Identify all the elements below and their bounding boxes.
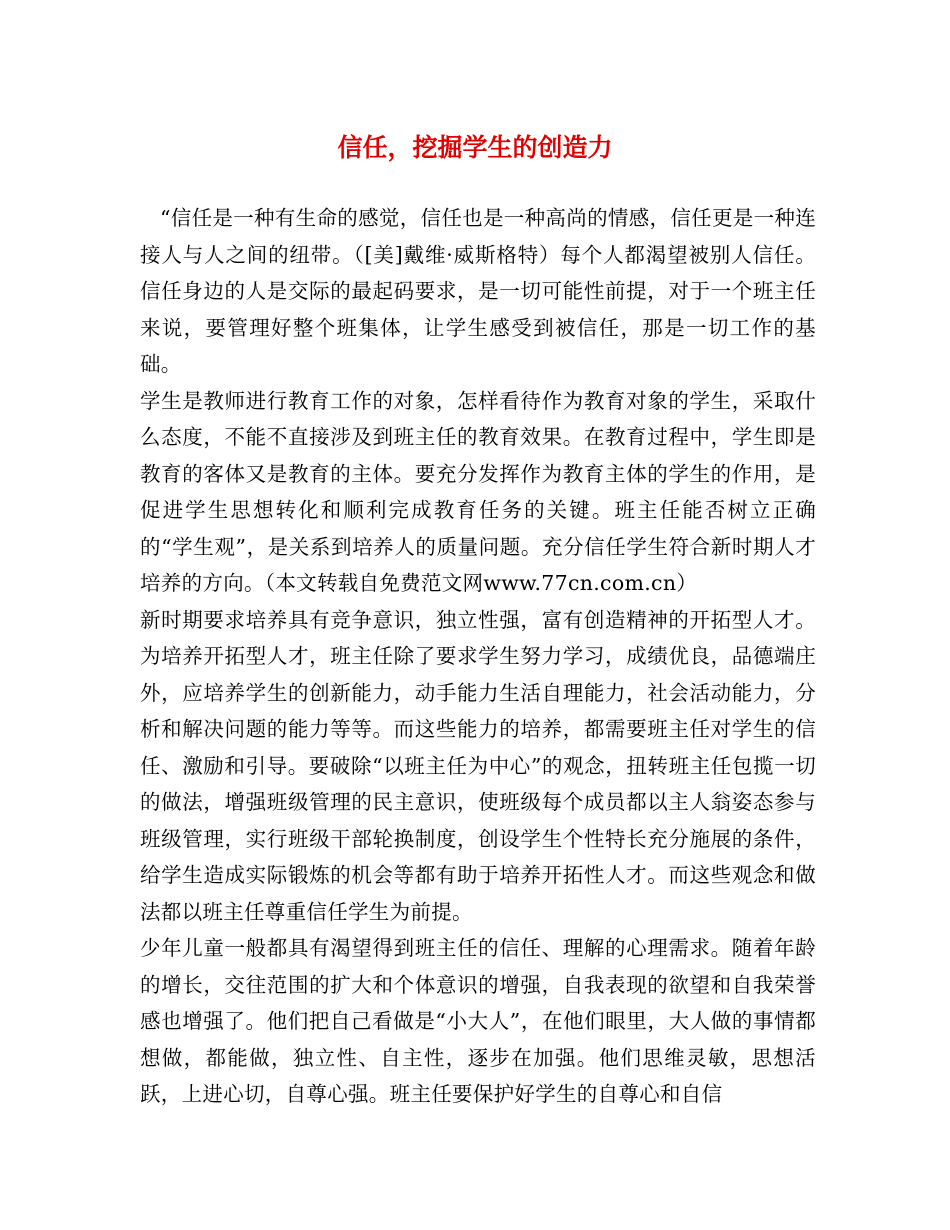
paragraph-3: 新时期要求培养具有竞争意识，独立性强，富有创造精神的开拓型人才。为培养开拓型人才，班主任除了要求学生努力学习，成绩优良，品德端庄外，应培养学生的创新能力，动手能力生活自理能力，社会活动能力，分析和解决问题的能力等等。而这些能力的培养，都需要班主任对学生的信任、激励和引导。要破除“以班主任为中心”的观念，扭转班主任包揽一切的做法，增强班级管理的民主意识，使班级每个成员都以主人翁姿态参与班级管理，实行班级干部轮换制度，创设学生个性特长充分施展的条件，给学生造成实际锻炼的机会等都有助于培养开拓性人才。而这些观念和做法都以班主任尊重信任学生为前提。 [140,607,816,924]
document-body [140,200,816,1113]
document-title: 信任，挖掘学生的创造力 [337,133,613,162]
paragraph-2: 学生是教师进行教育工作的对象，怎样看待作为教育对象的学生，采取什么态度，不能不直接涉及到班主任的教育效果。在教育过程中，学生即是教育的客体又是教育的主体。要充分发挥作为教育主体的学生的作用，是促进学生思想转化和顺利完成教育任务的关键。班主任能否树立正确的“学生观”，是关系到培养人的质量问题。充分信任学生符合新时期人才培养的方向。（本文转载自免费范文网www.77cn.com.cn） [140,388,816,595]
paragraph-1: “信任是一种有生命的感觉，信任也是一种高尚的情感，信任更是一种连接人与人之间的纽带。（[美]戴维·威斯格特）每个人都渴望被别人信任。信任身边的人是交际的最起码要求，是一切可能性前提，对于一个班主任来说，要管理好整个班集体，让学生感受到被信任，那是一切工作的基础。 [140,206,816,376]
paragraph-4: 少年儿童一般都具有渴望得到班主任的信任、理解的心理需求。随着年龄的增长，交往范围的扩大和个体意识的增强，自我表现的欲望和自我荣誉感也增强了。他们把自己看做是“小大人”，在他们眼里，大人做的事情都想做，都能做，独立性、自主性，逐步在加强。他们思维灵敏，思想活跃，上进心切，自尊心强。班主任要保护好学生的自尊心和自信 [140,936,816,1106]
